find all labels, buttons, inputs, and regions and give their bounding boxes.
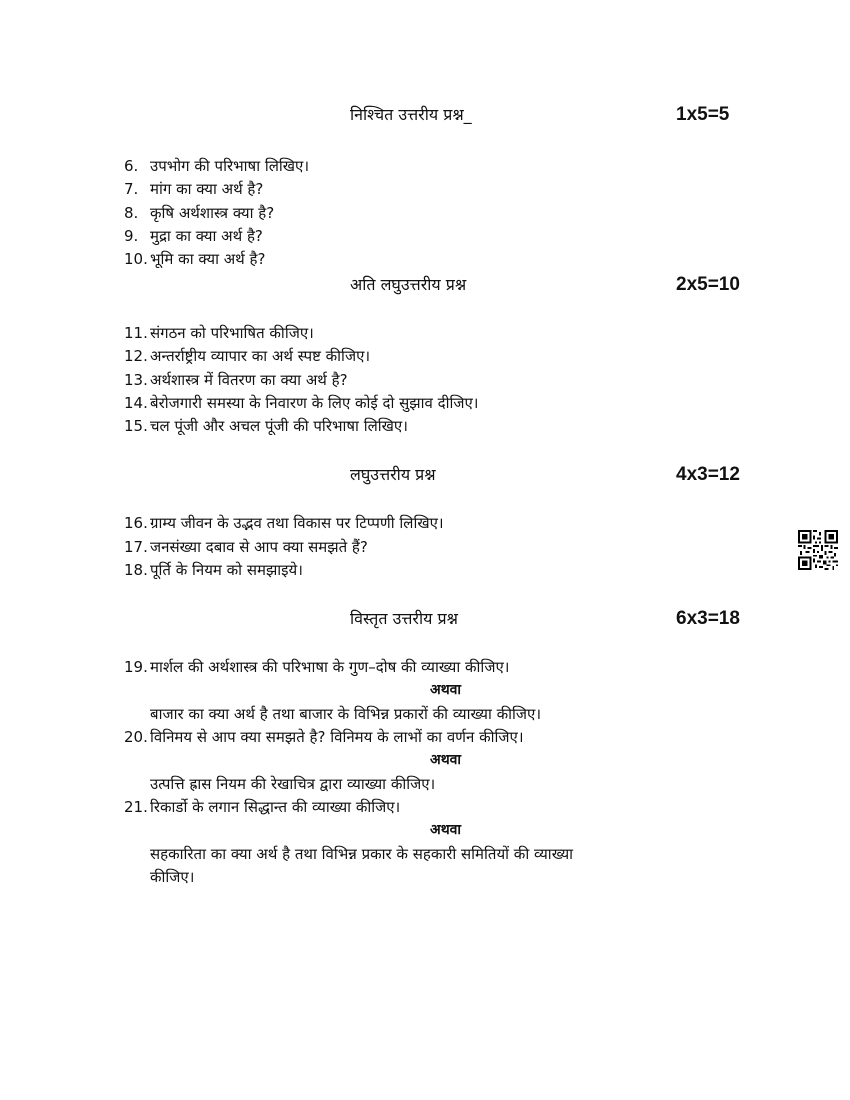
question-17 (124, 536, 368, 558)
question-11 (124, 322, 314, 344)
section-header-3 (0, 460, 850, 490)
section-title: अति लघुउत्तरीय प्रश्न (350, 275, 467, 294)
question-7 (124, 178, 263, 200)
question-6 (124, 155, 309, 177)
alternative-question: बाजार का क्या अर्थ है तथा बाजार के विभिन्न प्रकारों की व्याख्या कीजिए। (150, 705, 542, 723)
question-number: 10. (124, 250, 148, 268)
question-number: 21. (124, 798, 148, 816)
question-number: 11. (124, 324, 148, 342)
question-21 (124, 796, 400, 818)
question-text: मार्शल की अर्थशास्त्र की परिभाषा के गुण–दोष की व्याख्या कीजिए। (150, 658, 510, 676)
question-number: 7. (124, 180, 139, 198)
question-text: मांग का क्या अर्थ है? (150, 180, 264, 198)
section-marks: 1x5=5 (676, 104, 730, 125)
question-text: चल पूंजी और अचल पूंजी की परिभाषा लिखिए। (150, 417, 408, 435)
question-text: रिकार्डो के लगान सिद्धान्त की व्याख्या कीजिए। (150, 798, 401, 816)
question-12 (124, 345, 370, 367)
alternative-question: सहकारिता का क्या अर्थ है तथा विभिन्न प्रकार के सहकारी समितियों की व्याख्या (150, 845, 574, 863)
question-16 (124, 512, 444, 534)
question-text: ग्राम्य जीवन के उद्भव तथा विकास पर टिप्पणी लिखिए। (150, 514, 444, 532)
question-number: 9. (124, 227, 139, 245)
question-text: विनिमय से आप क्या समझते है? विनिमय के लाभों का वर्णन कीजिए। (150, 728, 524, 746)
question-9 (124, 225, 263, 247)
alternative-question: उत्पत्ति ह्रास नियम की रेखाचित्र द्वारा व्याख्या कीजिए। (150, 775, 436, 793)
section-title: निश्चित उत्तरीय प्रश्न_ (350, 105, 472, 124)
question-number: 13. (124, 371, 148, 389)
question-number: 6. (124, 157, 139, 175)
or-label: अथवा (430, 682, 462, 698)
qr-code-icon (798, 530, 838, 570)
question-19 (124, 656, 509, 678)
or-label: अथवा (430, 822, 462, 838)
question-text: अर्थशास्त्र में वितरण का क्या अर्थ है? (150, 371, 348, 389)
section-header-4 (0, 604, 850, 634)
question-text: भूमि का क्या अर्थ है? (150, 250, 266, 268)
question-number: 12. (124, 347, 148, 365)
question-text: बेरोजगारी समस्या के निवारण के लिए कोई दो सुझाव दीजिए। (150, 394, 479, 412)
or-label: अथवा (430, 752, 462, 768)
question-text: मुद्रा का क्या अर्थ है? (150, 227, 263, 245)
question-number: 16. (124, 514, 148, 532)
section-title: विस्तृत उत्तरीय प्रश्न (350, 609, 458, 628)
question-number: 19. (124, 658, 148, 676)
section-header-1 (0, 100, 850, 130)
section-title: लघुउत्तरीय प्रश्न (350, 465, 436, 484)
section-marks: 4x3=12 (676, 464, 740, 485)
question-14 (124, 392, 479, 414)
question-text: जनसंख्या दबाव से आप क्या समझते हैं? (150, 538, 368, 556)
question-8 (124, 202, 274, 224)
question-text: संगठन को परिभाषित कीजिए। (150, 324, 314, 342)
question-20 (124, 726, 524, 748)
question-number: 17. (124, 538, 148, 556)
question-text: पूर्ति के नियम को समझाइये। (150, 561, 303, 579)
question-10 (124, 248, 265, 270)
question-number: 15. (124, 417, 148, 435)
section-header-2 (0, 270, 850, 300)
question-text: कृषि अर्थशास्त्र क्या है? (150, 204, 275, 222)
question-number: 20. (124, 728, 148, 746)
question-text: उपभोग की परिभाषा लिखिए। (150, 157, 310, 175)
question-18 (124, 559, 303, 581)
question-number: 8. (124, 204, 139, 222)
question-15 (124, 415, 408, 437)
question-number: 18. (124, 561, 148, 579)
question-13 (124, 369, 348, 391)
question-number: 14. (124, 394, 148, 412)
section-marks: 6x3=18 (676, 608, 740, 629)
alternative-question-continued: कीजिए। (150, 868, 195, 886)
question-text: अन्तर्राष्ट्रीय व्यापार का अर्थ स्पष्ट कीजिए। (150, 347, 371, 365)
section-marks: 2x5=10 (676, 274, 740, 295)
